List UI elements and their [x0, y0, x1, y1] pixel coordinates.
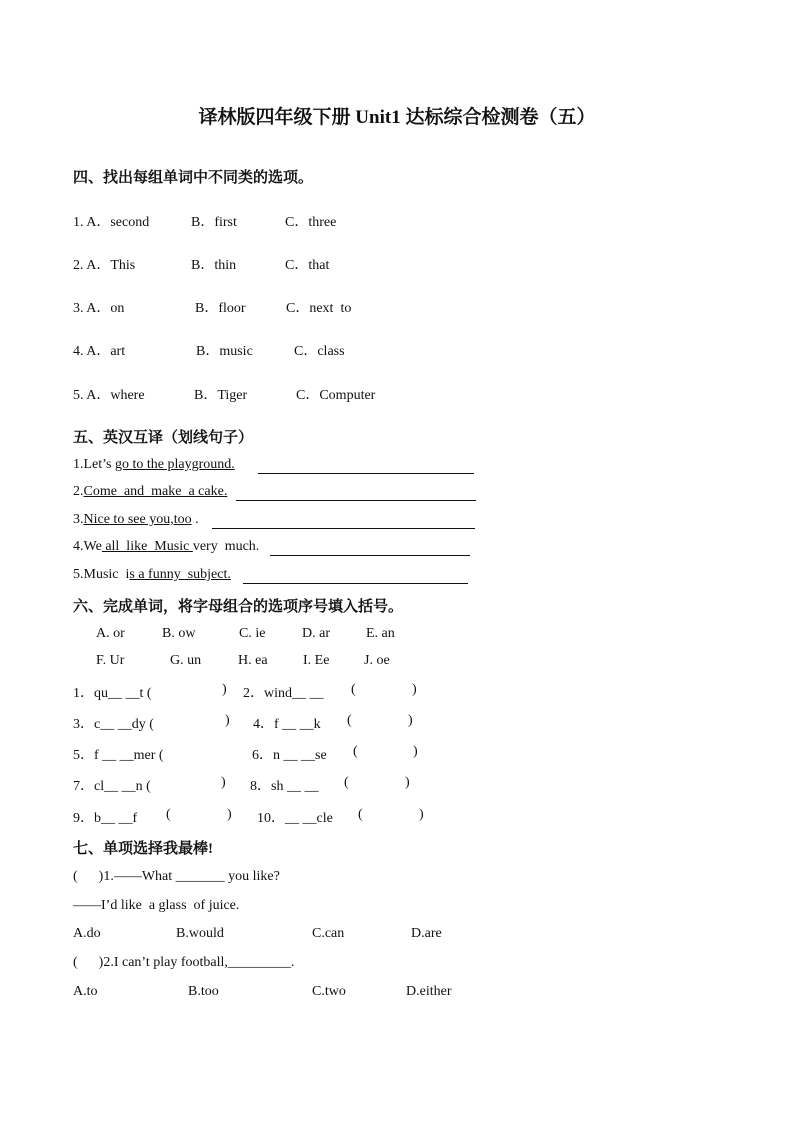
- s6-q2-close[interactable]: ): [412, 682, 417, 697]
- section-7-heading: 七、单项选择我最棒!: [73, 841, 213, 857]
- section-5-heading: 五、英汉互译（划线句子）: [73, 430, 254, 446]
- s7-q1-option-d[interactable]: D.are: [411, 926, 442, 941]
- s6-q10-open[interactable]: (: [358, 807, 363, 822]
- s4-q1-c: C．three: [285, 215, 337, 230]
- s6-q9-close[interactable]: ): [227, 807, 232, 822]
- s5-item-1: [73, 457, 235, 473]
- s5-item-3: [73, 512, 199, 528]
- s4-q4-a: 4. A．art: [73, 344, 126, 359]
- s6-q4-open[interactable]: (: [347, 713, 352, 728]
- s6-q4: 4．f __ __k: [253, 717, 321, 732]
- s6-q6-close[interactable]: ): [413, 744, 418, 759]
- s6-q4-close[interactable]: ): [408, 713, 413, 728]
- s5-item-3-pre: 3.: [73, 512, 84, 527]
- s6-option: J. oe: [364, 653, 390, 668]
- s6-q6: 6．n __ __se: [252, 748, 327, 763]
- s4-q5-c: C．Computer: [296, 388, 376, 403]
- s6-q3-close[interactable]: ): [225, 713, 230, 728]
- s5-answer-line-2[interactable]: [236, 500, 476, 501]
- s6-option: A. or: [96, 626, 125, 641]
- s6-option: F. Ur: [96, 653, 125, 668]
- s4-q4-b: B．music: [196, 344, 253, 359]
- s6-q10-close[interactable]: ): [419, 807, 424, 822]
- s7-q2-option-a[interactable]: A.to: [73, 984, 98, 999]
- s6-option: H. ea: [238, 653, 268, 668]
- s5-item-2-pre: 2.: [73, 484, 84, 499]
- section-4-heading: 四、找出每组单词中不同类的选项。: [73, 170, 314, 186]
- s6-option: I. Ee: [303, 653, 330, 668]
- s5-item-3-underlined: Nice to see you,too: [83, 512, 192, 527]
- s5-answer-line-3[interactable]: [212, 528, 475, 529]
- s6-q3: 3．c__ __dy (: [73, 717, 154, 732]
- section-6-heading: 六、完成单词，将字母组合的选项序号填入括号。: [73, 599, 404, 615]
- s5-item-5: [73, 567, 231, 583]
- s6-option: C. ie: [239, 626, 266, 641]
- s5-item-5-underlined: s a funny subject.: [129, 567, 231, 582]
- s7-q1-answer: ——I’d like a glass of juice.: [73, 898, 240, 913]
- s5-item-4-pre: 4.We: [73, 539, 102, 554]
- s4-q3-b: B．floor: [195, 301, 246, 316]
- s6-q2: 2．wind__ __: [243, 686, 324, 701]
- s4-q5-b: B．Tiger: [194, 388, 248, 403]
- s5-answer-line-1[interactable]: [258, 473, 474, 474]
- s6-option: D. ar: [302, 626, 330, 641]
- s6-q7: 7．cl__ __n (: [73, 779, 151, 794]
- s4-q4-c: C．class: [294, 344, 345, 359]
- s7-q2-option-d[interactable]: D.either: [406, 984, 452, 999]
- s5-item-4-post: very much.: [192, 539, 260, 554]
- s6-q8-open[interactable]: (: [344, 775, 349, 790]
- s4-q1-b: B．first: [191, 215, 237, 230]
- s7-q1-option-b[interactable]: B.would: [176, 926, 224, 941]
- s6-q8-close[interactable]: ): [405, 775, 410, 790]
- s7-q1-option-a[interactable]: A.do: [73, 926, 101, 941]
- s6-q10: 10．__ __cle: [257, 811, 333, 826]
- s7-q2-option-c[interactable]: C.two: [312, 984, 346, 999]
- s5-item-4-underlined: all like Music: [101, 539, 193, 554]
- s6-option: E. an: [366, 626, 395, 641]
- s6-option: B. ow: [162, 626, 196, 641]
- s5-item-2-underlined: Come and make a cake.: [83, 484, 228, 499]
- s6-q1: 1．qu__ __t (: [73, 686, 152, 701]
- s4-q5-a: 5. A．where: [73, 388, 145, 403]
- s6-q5: 5．f __ __mer (: [73, 748, 164, 763]
- s6-q8: 8．sh __ __: [250, 779, 319, 794]
- s6-option: G. un: [170, 653, 202, 668]
- s6-q2-open[interactable]: (: [351, 682, 356, 697]
- s6-q6-open[interactable]: (: [353, 744, 358, 759]
- s6-q9-open[interactable]: (: [166, 807, 171, 822]
- s7-q1-option-c[interactable]: C.can: [312, 926, 345, 941]
- s6-q1-close[interactable]: ): [222, 682, 227, 697]
- s6-q9: 9．b__ __f: [73, 811, 138, 826]
- s5-item-4: [73, 539, 259, 555]
- s7-q1: ( )1.——What _______ you like?: [73, 869, 280, 884]
- s4-q2-b: B．thin: [191, 258, 237, 273]
- s5-item-1-pre: 1.Let’s: [73, 457, 115, 472]
- s5-item-2: [73, 484, 227, 500]
- s4-q2-a: 2. A．This: [73, 258, 136, 273]
- s5-answer-line-4[interactable]: [270, 555, 470, 556]
- page-title: 译林版四年级下册 Unit1 达标综合检测卷（五）: [198, 107, 596, 128]
- s6-q7-close[interactable]: ): [221, 775, 226, 790]
- s4-q3-a: 3. A．on: [73, 301, 125, 316]
- s7-q2: ( )2.I can’t play football,_________.: [73, 955, 295, 970]
- s4-q2-c: C．that: [285, 258, 330, 273]
- s5-item-5-pre: 5.Music i: [73, 567, 130, 582]
- s5-item-3-post: .: [191, 512, 199, 527]
- s4-q3-c: C．next to: [286, 301, 352, 316]
- s4-q1-a: 1. A．second: [73, 215, 150, 230]
- s5-answer-line-5[interactable]: [243, 583, 468, 584]
- s5-item-1-underlined: go to the playground.: [115, 457, 235, 472]
- s7-q2-option-b[interactable]: B.too: [188, 984, 219, 999]
